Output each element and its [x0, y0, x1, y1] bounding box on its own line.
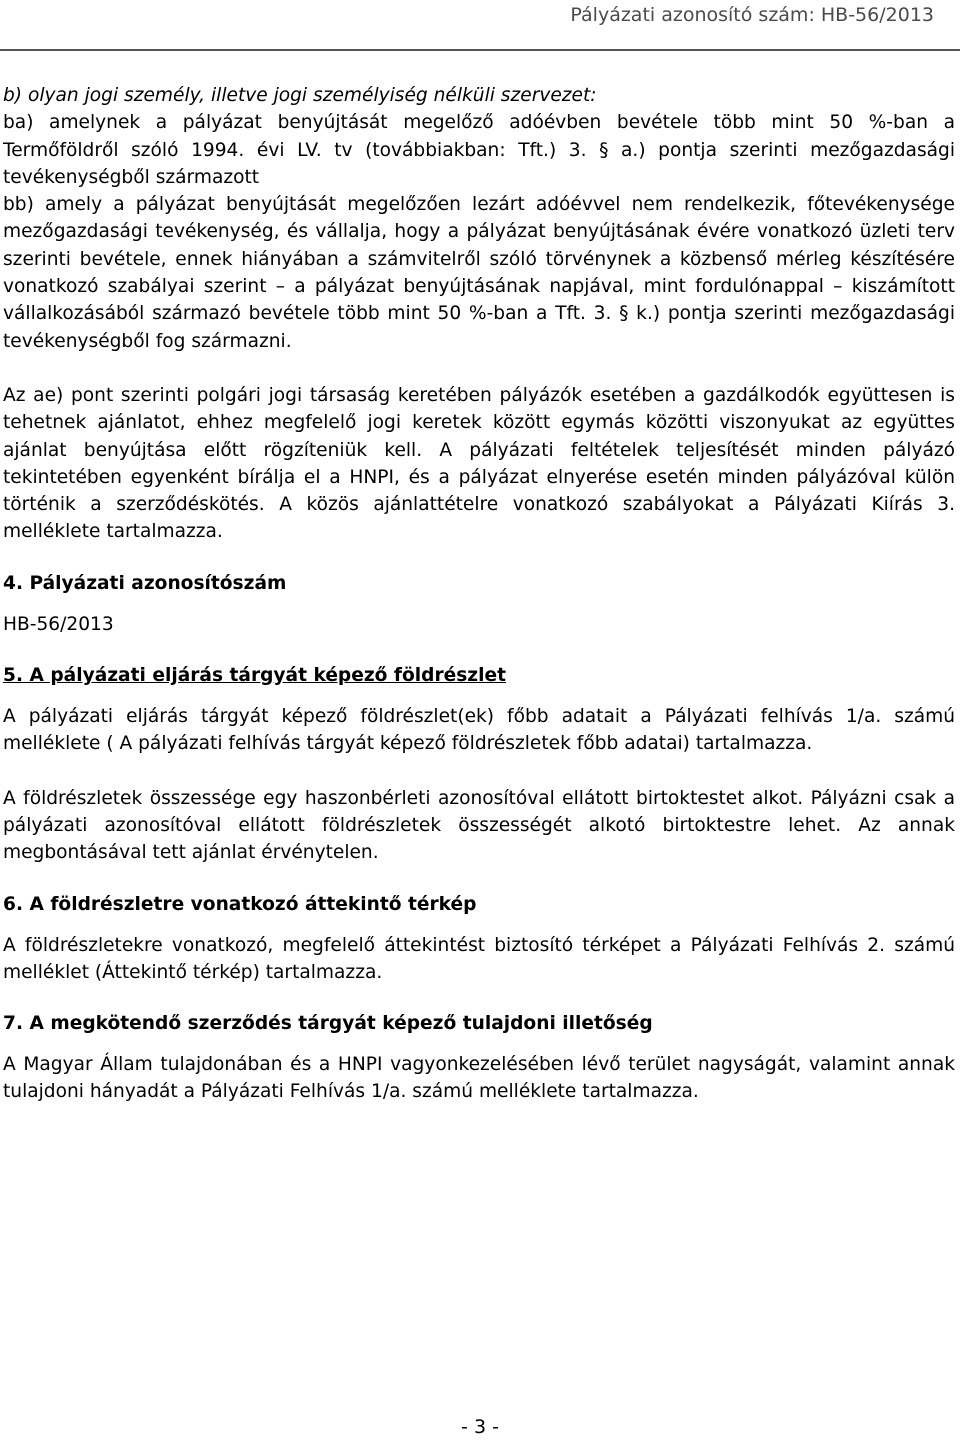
- spacer: [3, 597, 955, 611]
- document-body: [3, 82, 955, 1106]
- section-7-title: 7. A megkötendő szerződés tárgyát képező tulajdoni illetőség: [3, 1013, 653, 1035]
- section-5-title: 5. A pályázati eljárás tárgyát képező földrészlet: [3, 665, 507, 687]
- paragraph-bb: bb) amely a pályázat benyújtását megelőzően lezárt adóévvel nem rendelkezik, főtevékenysége mezőgazdasági tevékenység, és vállalja, hogy a pályázat benyújtásának évére vonatkozó üzleti terv szerinti bevétele, ennek hiányában a számvitelről szóló törvénynek a közbenső mérleg készítésére vonatkozó szabályai szerint – a pályázat benyújtásának napjával, mint fordulónappal – kiszámított vállalkozásából származó bevétele több mint 50 %-ban a Tft. 3. § k.) pontja szerinti mezőgazdasági tevékenységből fog származni.: [3, 194, 955, 352]
- spacer: [3, 867, 955, 891]
- section-4-title: 4. Pályázati azonosítószám: [3, 572, 287, 594]
- spacer: [3, 918, 955, 932]
- header-divider: [0, 49, 960, 51]
- spacer: [3, 638, 955, 662]
- spacer: [3, 1037, 955, 1051]
- spacer: [3, 689, 955, 703]
- spacer: [3, 355, 955, 382]
- paragraph-ba: ba) amelynek a pályázat benyújtását megelőző adóévben bevétele több mint 50 %-ban a Termőföldről szóló 1994. évi LV. tv (továbbiakban: Tft.) 3. § a.) pontja szerinti mezőgazdasági tevékenységből származott: [3, 112, 955, 188]
- section-5-paragraph-2: A földrészletek összessége egy haszonbérleti azonosítóval ellátott birtoktestet alkot. Pályázni csak a pályázati azonosítóval ellátott földrészletek összességét alkotó birtoktestre lehet. Az annak megbontásával tett ajánlat érvénytelen.: [3, 787, 955, 864]
- spacer: [3, 546, 955, 570]
- section-4-id-value: HB-56/2013: [3, 613, 114, 635]
- spacer: [3, 986, 955, 1010]
- paragraph-ae: Az ae) pont szerinti polgári jogi társaság keretében pályázók esetében a gazdálkodók együttesen is tehetnek ajánlatot, ehhez megfelelő jogi keretek között egymás közötti viszonyukat az együttes ajánlat benyújtása előtt rögzíteniük kell. A pályázati feltételek teljesítését minden pályázó tekintetében egyenként bírálja el a HNPI, és a pályázat elnyerése esetén minden pályázóval külön történik a szerződéskötés. A közös ajánlattételre vonatkozó szabályokat a Pályázati Kiírás 3. melléklete tartalmazza.: [3, 384, 955, 543]
- paragraph-b-intro: b) olyan jogi személy, illetve jogi személyiség nélküli szervezet:: [3, 85, 597, 106]
- spacer: [3, 758, 955, 785]
- section-5-paragraph-1: A pályázati eljárás tárgyát képező földrészlet(ek) főbb adatait a Pályázati felhívás 1/a. számú melléklete ( A pályázati felhívás tárgyát képező földrészletek főbb adatai) tartalmazza.: [3, 706, 955, 755]
- header-tender-id: Pályázati azonosító szám: HB-56/2013: [570, 4, 934, 26]
- section-6-paragraph-1: A földrészletekre vonatkozó, megfelelő áttekintést biztosító térképet a Pályázati Felhívás 2. számú melléklet (Áttekintő térkép) tartalmazza.: [3, 934, 955, 983]
- page-number: - 3 -: [461, 1416, 499, 1438]
- section-6-title: 6. A földrészletre vonatkozó áttekintő térkép: [3, 893, 477, 915]
- section-7-paragraph-1: A Magyar Állam tulajdonában és a HNPI vagyonkezelésében lévő terület nagyságát, valamint annak tulajdoni hányadát a Pályázati Felhívás 1/a. számú melléklete tartalmazza.: [3, 1054, 955, 1103]
